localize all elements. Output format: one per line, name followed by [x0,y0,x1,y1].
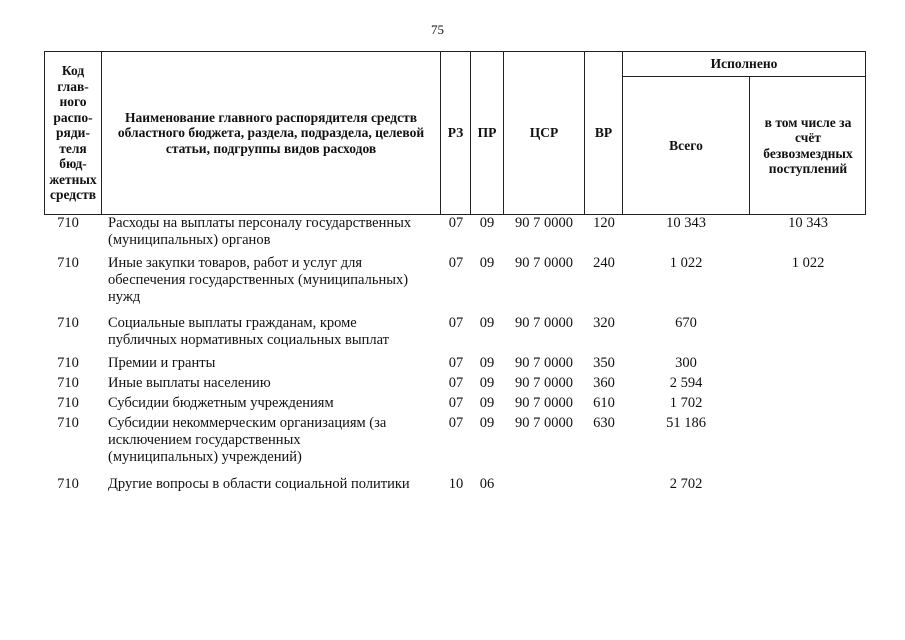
cell-csr: 90 7 0000 [515,355,573,371]
cell-csr: 90 7 0000 [515,395,573,411]
cell-name: Субсидии некоммерческим организациям (за исключением государственных (муниципальных) учреждений) [108,415,387,465]
cell-total: 1 022 [669,255,703,271]
cell-rz: 07 [448,255,464,271]
cell-name: Расходы на выплаты персоналу государственных (муниципальных) органов [108,215,412,248]
cell-total: 51 186 [666,415,706,431]
cell-total: 670 [675,315,697,331]
header-name: Наименование главного распорядителя средств областного бюджета, раздела, подраздела, целевой статьи, подгруппы видов расходов [117,109,425,156]
cell-rz: 07 [448,415,464,431]
cell-code: 710 [57,415,79,431]
cell-name: Социальные выплаты гражданам, кроме публичных нормативных социальных выплат [108,315,389,348]
cell-free: 10 343 [788,215,828,231]
header-total: Всего [669,137,703,153]
cell-pr: 06 [479,476,495,492]
cell-pr: 09 [479,395,495,411]
cell-pr: 09 [479,315,495,331]
cell-code: 710 [57,476,79,492]
header-incl-free: в том числе за счёт безвозмездных поступлений [763,114,853,176]
cell-pr: 09 [479,375,495,391]
cell-pr: 09 [479,255,495,271]
cell-vr: 320 [593,315,615,331]
cell-rz: 07 [448,375,464,391]
cell-csr: 90 7 0000 [515,255,573,271]
cell-pr: 09 [479,215,495,231]
cell-total: 300 [675,355,697,371]
cell-vr: 630 [593,415,615,431]
header-code: Код глав- ного распо- ряди- теля бюд- жетных средств [49,63,97,203]
cell-total: 10 343 [666,215,706,231]
cell-name: Иные выплаты населению [108,375,271,391]
cell-rz: 07 [448,315,464,331]
header-rz: РЗ [447,125,464,141]
cell-free: 1 022 [791,255,825,271]
cell-total: 1 702 [669,395,703,411]
cell-code: 710 [57,355,79,371]
cell-name: Субсидии бюджетным учреждениям [108,395,334,411]
cell-code: 710 [57,375,79,391]
cell-vr: 120 [593,215,615,231]
cell-vr: 240 [593,255,615,271]
header-csr: ЦСР [529,125,559,141]
cell-total: 2 702 [669,476,703,492]
page-number: 75 [431,22,444,37]
cell-rz: 10 [448,476,464,492]
cell-total: 2 594 [669,375,703,391]
cell-rz: 07 [448,395,464,411]
cell-csr: 90 7 0000 [515,375,573,391]
col-border [749,76,750,215]
cell-name: Иные закупки товаров, работ и услуг для обеспечения государственных (муниципальных) нужд [108,255,409,305]
cell-name: Премии и гранты [108,355,216,371]
cell-code: 710 [57,215,79,231]
cell-csr: 90 7 0000 [515,415,573,431]
cell-csr: 90 7 0000 [515,215,573,231]
cell-vr: 610 [593,395,615,411]
cell-vr: 360 [593,375,615,391]
cell-pr: 09 [479,415,495,431]
col-border [101,51,102,215]
cell-pr: 09 [479,355,495,371]
cell-code: 710 [57,255,79,271]
header-vr: ВР [594,125,613,141]
cell-csr: 90 7 0000 [515,315,573,331]
cell-rz: 07 [448,355,464,371]
cell-rz: 07 [448,215,464,231]
header-executed: Исполнено [710,56,778,72]
header-pr: ПР [477,125,497,141]
cell-name: Другие вопросы в области социальной политики [108,476,410,492]
cell-vr: 350 [593,355,615,371]
cell-code: 710 [57,315,79,331]
cell-code: 710 [57,395,79,411]
col-border [865,51,866,215]
